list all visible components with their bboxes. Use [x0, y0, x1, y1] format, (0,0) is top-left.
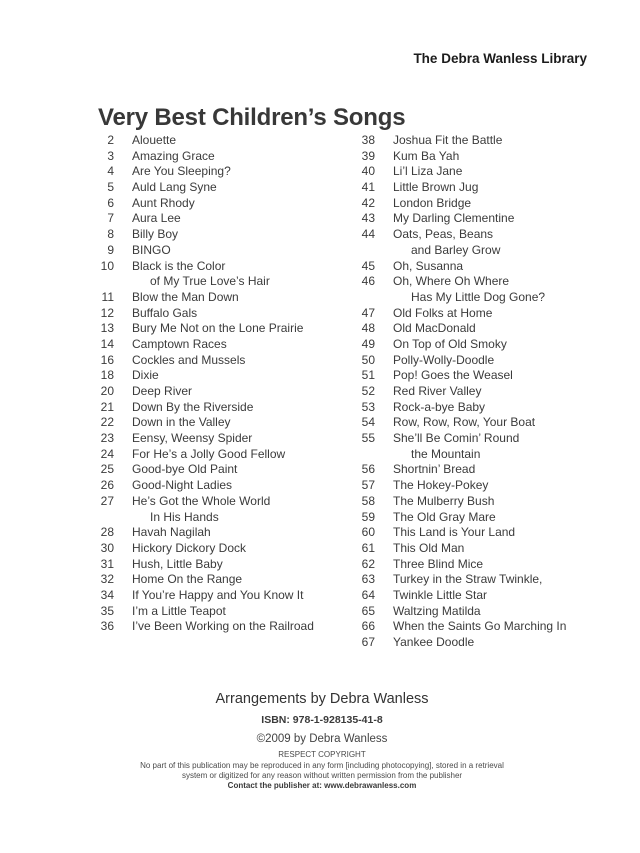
song-page-number: 8 — [107, 227, 114, 242]
song-title-continuation: the Mountain — [411, 446, 481, 461]
song-page-number: 38 — [361, 133, 375, 147]
song-page-number: 5 — [107, 180, 114, 195]
song-page-number: 44 — [361, 227, 375, 242]
respect-copyright-label: RESPECT COPYRIGHT — [278, 750, 366, 759]
song-page-number: 61 — [361, 540, 375, 555]
toc-row — [349, 353, 629, 369]
song-page-number: 10 — [100, 258, 114, 273]
toc-row — [88, 353, 368, 369]
song-page-number: 14 — [100, 336, 114, 351]
song-page-number: 34 — [100, 587, 114, 602]
song-title: Auld Lang Syne — [132, 180, 217, 195]
song-title: The Hokey-Pokey — [393, 478, 489, 493]
song-title: Turkey in the Straw Twinkle, — [393, 572, 543, 587]
toc-row — [88, 196, 368, 212]
song-title-continuation: and Barley Grow — [411, 242, 501, 257]
song-page-number: 3 — [107, 148, 114, 163]
toc-row — [88, 149, 368, 165]
song-title: The Mulberry Bush — [393, 493, 495, 508]
toc-row — [88, 306, 368, 322]
song-page-number: 35 — [100, 603, 114, 618]
copyright-notice-line1: No part of this publication may be reproduced in any form [including photocopying], stored in a retrieval — [140, 760, 504, 770]
song-page-number: 20 — [100, 384, 114, 398]
song-page-number: 42 — [361, 195, 375, 210]
song-title: Kum Ba Yah — [393, 148, 460, 163]
toc-row — [349, 306, 629, 322]
song-title: If You’re Happy and You Know It — [132, 587, 304, 602]
song-title: Li’l Liza Jane — [393, 164, 463, 179]
song-page-number: 27 — [100, 493, 114, 508]
toc-row — [88, 557, 368, 573]
toc-row — [349, 164, 629, 180]
song-page-number: 30 — [100, 540, 114, 555]
song-page-number: 25 — [100, 462, 114, 477]
song-title: Good-Night Ladies — [132, 478, 233, 493]
song-page-number: 4 — [107, 164, 114, 179]
song-title: Row, Row, Row, Your Boat — [393, 415, 536, 430]
song-page-number: 6 — [107, 195, 114, 210]
song-title: For He’s a Jolly Good Fellow — [132, 446, 286, 461]
toc-row — [88, 619, 368, 635]
song-title: Twinkle Little Star — [393, 587, 488, 602]
toc-row — [88, 588, 368, 604]
toc-row — [88, 164, 368, 180]
toc-row — [349, 384, 629, 400]
song-page-number: 55 — [361, 431, 375, 446]
toc-row — [349, 321, 629, 337]
toc-row — [88, 384, 368, 400]
toc-row — [88, 447, 368, 463]
arrangements-credit: Arrangements by Debra Wanless — [215, 691, 429, 707]
copyright-notice-line2: system or digitized for any reason without written permission from the publisher — [181, 770, 463, 780]
toc-row — [349, 180, 629, 196]
toc-row — [349, 368, 629, 384]
song-title: Old MacDonald — [393, 321, 476, 336]
song-title: Havah Nagilah — [132, 525, 211, 540]
song-page-number: 65 — [361, 603, 375, 618]
song-page-number: 28 — [100, 525, 114, 540]
song-page-number: 46 — [361, 274, 375, 289]
toc-continuation-row — [88, 274, 368, 290]
song-title: Rock-a-bye Baby — [393, 399, 486, 414]
toc-row — [88, 180, 368, 196]
toc-row — [88, 462, 368, 478]
toc-continuation-row — [349, 447, 629, 463]
song-title: Aura Lee — [132, 211, 181, 226]
song-page-number: 11 — [101, 289, 114, 304]
song-title: Three Blind Mice — [393, 556, 484, 571]
toc-row — [349, 337, 629, 353]
song-page-number: 21 — [100, 399, 114, 414]
song-page-number: 9 — [107, 242, 114, 257]
song-title: He’s Got the Whole World — [132, 493, 271, 508]
song-page-number: 40 — [361, 164, 375, 179]
song-page-number: 41 — [361, 180, 375, 195]
song-page-number: 66 — [361, 619, 375, 634]
song-title: Polly-Wolly-Doodle — [393, 352, 495, 367]
toc-row — [88, 259, 368, 275]
toc-row — [349, 400, 629, 416]
song-page-number: 58 — [361, 493, 375, 508]
song-title: When the Saints Go Marching In — [393, 619, 567, 634]
isbn-label: ISBN: 978-1-928135-41-8 — [261, 714, 383, 726]
song-title: Joshua Fit the Battle — [393, 133, 503, 147]
song-page-number: 32 — [100, 572, 114, 587]
page-title: Very Best Children’s Songs — [98, 104, 406, 132]
toc-row — [349, 635, 629, 651]
toc-row — [88, 227, 368, 243]
song-title: Amazing Grace — [132, 148, 215, 163]
toc-continuation-row — [349, 290, 629, 306]
song-title: Home On the Range — [132, 572, 243, 587]
song-page-number: 13 — [100, 321, 114, 336]
song-title: Cockles and Mussels — [132, 352, 246, 367]
song-title: Oh, Where Oh Where — [393, 274, 510, 289]
toc-row — [349, 510, 629, 526]
toc-row — [349, 525, 629, 541]
song-title: I’m a Little Teapot — [132, 603, 226, 618]
song-title: Aunt Rhody — [132, 195, 195, 210]
toc-row — [88, 541, 368, 557]
toc-continuation-row — [349, 243, 629, 259]
toc-row — [349, 572, 629, 588]
song-title: Down By the Riverside — [132, 399, 254, 414]
song-title: Hickory Dickory Dock — [132, 540, 247, 555]
song-page-number: 45 — [361, 258, 375, 273]
song-title: This Land is Your Land — [393, 525, 516, 540]
toc-row — [88, 290, 368, 306]
toc-right-column — [349, 133, 629, 651]
toc-row — [349, 196, 629, 212]
toc-row — [88, 478, 368, 494]
song-page-number: 56 — [361, 462, 375, 477]
song-page-number: 43 — [361, 211, 375, 226]
song-title: Buffalo Gals — [132, 305, 198, 320]
song-page-number: 22 — [100, 415, 114, 430]
song-title: Bury Me Not on the Lone Prairie — [132, 321, 304, 336]
toc-row — [349, 557, 629, 573]
song-title-continuation: In His Hands — [150, 509, 219, 524]
song-title: Down in the Valley — [132, 415, 231, 430]
toc-row — [349, 541, 629, 557]
song-title-continuation: of My True Love’s Hair — [150, 274, 270, 289]
toc-row — [349, 274, 629, 290]
song-title: The Old Gray Mare — [393, 509, 496, 524]
toc-row — [88, 321, 368, 337]
song-title: I’ve Been Working on the Railroad — [132, 619, 314, 634]
song-page-number: 26 — [100, 478, 114, 493]
song-title: Black is the Color — [132, 258, 226, 273]
song-title: Blow the Man Down — [132, 289, 239, 304]
song-title: Waltzing Matilda — [393, 603, 481, 618]
song-title: Little Brown Jug — [393, 180, 479, 195]
toc-row — [88, 494, 368, 510]
song-page-number: 47 — [361, 305, 375, 320]
song-page-number: 50 — [361, 352, 375, 367]
toc-row — [88, 133, 368, 149]
song-page-number: 48 — [361, 321, 375, 336]
song-title: Deep River — [132, 384, 193, 398]
library-label: The Debra Wanless Library — [413, 51, 587, 66]
song-page-number: 63 — [361, 572, 375, 587]
toc-row — [88, 243, 368, 259]
song-title: Oh, Susanna — [393, 258, 464, 273]
toc-row — [349, 133, 629, 149]
song-page-number: 16 — [100, 352, 114, 367]
toc-row — [88, 211, 368, 227]
toc-continuation-row — [88, 510, 368, 526]
toc-row — [349, 588, 629, 604]
song-page-number: 62 — [361, 556, 375, 571]
song-page-number: 2 — [107, 133, 114, 147]
song-page-number: 59 — [361, 509, 375, 524]
song-page-number: 60 — [361, 525, 375, 540]
toc-row — [349, 462, 629, 478]
song-title: She’ll Be Comin’ Round — [393, 431, 520, 446]
song-page-number: 54 — [361, 415, 375, 430]
song-title: Good-bye Old Paint — [132, 462, 238, 477]
song-page-number: 53 — [361, 399, 375, 414]
song-title: Dixie — [132, 368, 159, 383]
song-title: My Darling Clementine — [393, 211, 515, 226]
song-title: Billy Boy — [132, 227, 179, 242]
toc-row — [349, 619, 629, 635]
toc-row — [88, 368, 368, 384]
toc-row — [349, 494, 629, 510]
song-page-number: 36 — [100, 619, 114, 634]
toc-row — [88, 604, 368, 620]
song-page-number: 24 — [100, 446, 114, 461]
song-page-number: 52 — [361, 384, 375, 398]
song-page-number: 23 — [100, 431, 114, 446]
toc-row — [349, 211, 629, 227]
toc-row — [349, 259, 629, 275]
toc-row — [88, 572, 368, 588]
toc-row — [349, 415, 629, 431]
toc-row — [349, 604, 629, 620]
song-title: Alouette — [132, 133, 177, 147]
toc-row — [88, 337, 368, 353]
song-page-number: 51 — [361, 368, 375, 383]
song-page-number: 18 — [100, 368, 114, 383]
song-page-number: 7 — [107, 211, 114, 226]
toc-row — [349, 478, 629, 494]
toc-row — [88, 415, 368, 431]
song-title: On Top of Old Smoky — [393, 336, 507, 351]
song-page-number: 31 — [100, 556, 114, 571]
song-page-number: 39 — [361, 148, 375, 163]
song-title: Pop! Goes the Weasel — [393, 368, 513, 383]
toc-row — [349, 149, 629, 165]
song-title: BINGO — [132, 242, 171, 257]
song-title: Oats, Peas, Beans — [393, 227, 494, 242]
song-title: This Old Man — [393, 540, 465, 555]
toc-row — [349, 431, 629, 447]
song-title: Red River Valley — [393, 384, 482, 398]
song-page-number: 67 — [361, 635, 375, 649]
song-page-number: 49 — [361, 336, 375, 351]
toc-left-column — [88, 133, 368, 635]
song-page-number: 12 — [100, 305, 114, 320]
song-title: Old Folks at Home — [393, 305, 493, 320]
song-page-number: 64 — [361, 587, 375, 602]
song-title: Shortnin’ Bread — [393, 462, 476, 477]
song-page-number: 57 — [361, 478, 375, 493]
toc-row — [88, 525, 368, 541]
song-title: Are You Sleeping? — [132, 164, 231, 179]
toc-row — [349, 227, 629, 243]
song-title: Camptown Races — [132, 336, 227, 351]
song-title: Hush, Little Baby — [132, 556, 223, 571]
song-title-continuation: Has My Little Dog Gone? — [411, 289, 546, 304]
copyright-year: ©2009 by Debra Wanless — [256, 733, 388, 745]
song-title: Eensy, Weensy Spider — [132, 431, 253, 446]
song-title: Yankee Doodle — [393, 635, 475, 649]
toc-row — [88, 400, 368, 416]
publisher-contact: Contact the publisher at: www.debrawanless.com — [227, 781, 417, 790]
song-title: London Bridge — [393, 195, 472, 210]
toc-row — [88, 431, 368, 447]
